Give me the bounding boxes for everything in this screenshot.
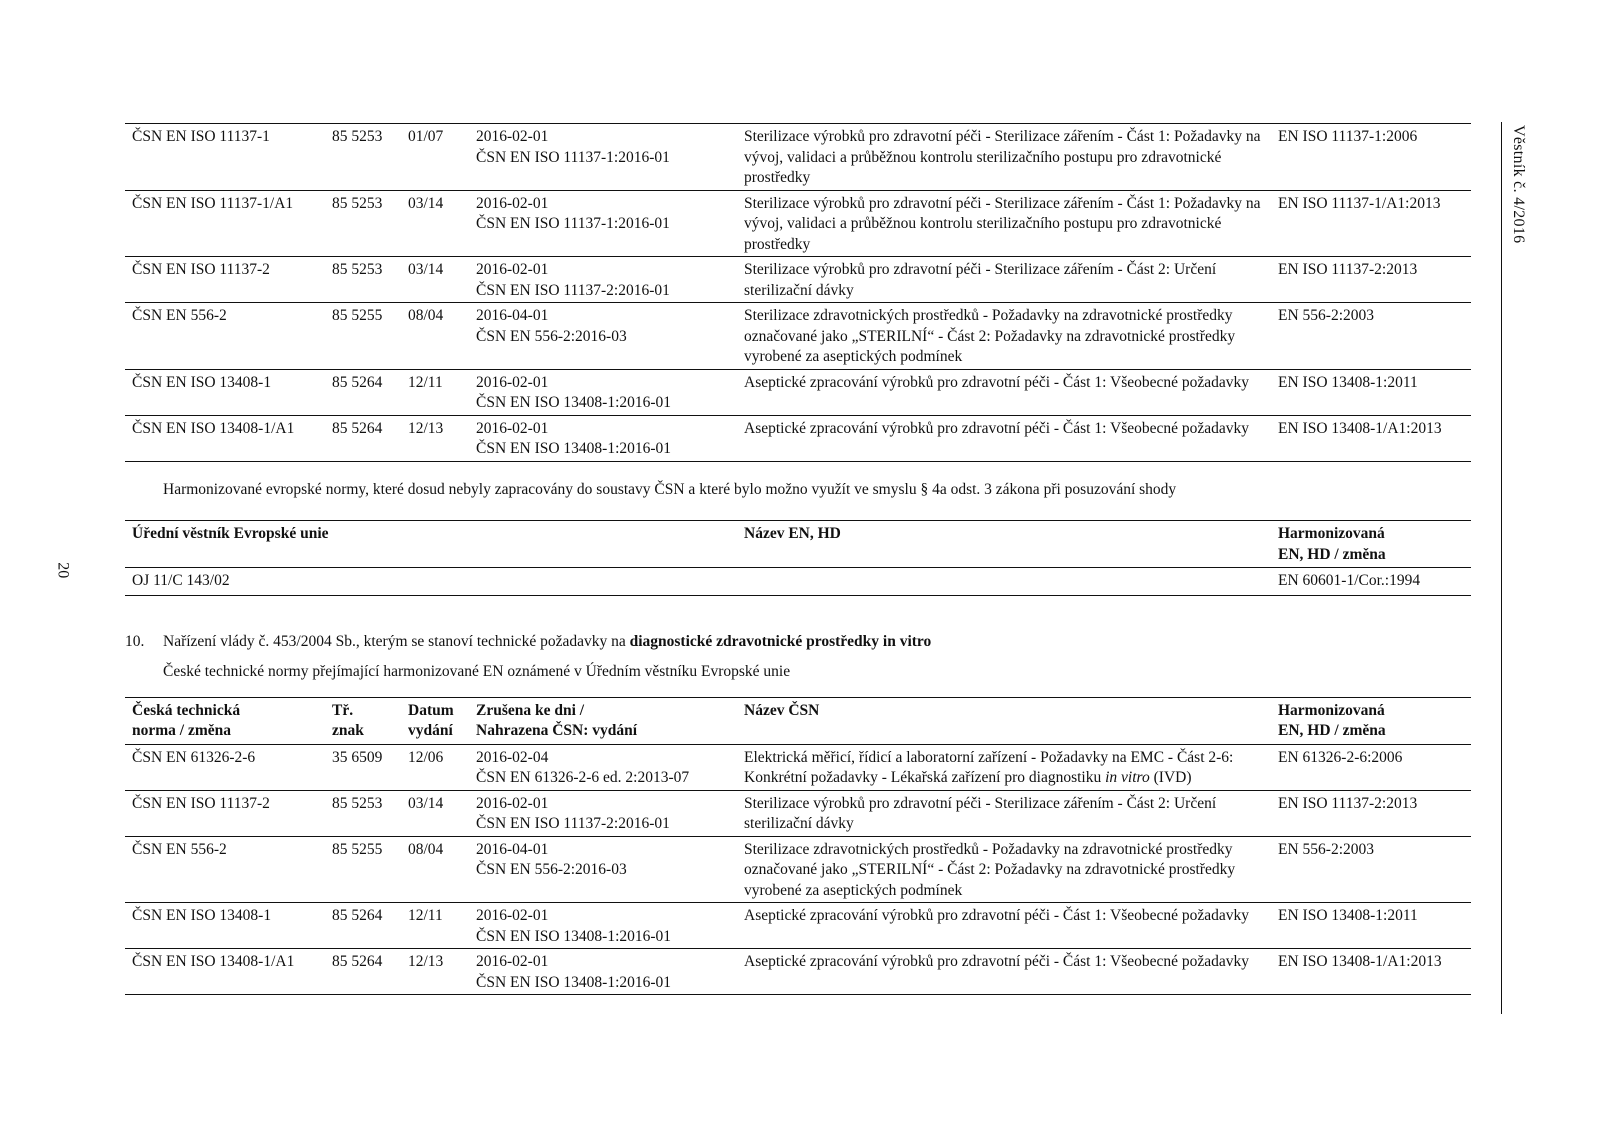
cell-nazev: Aseptické zpracování výrobků pro zdravotní péči - Část 1: Všeobecné požadavky bbox=[737, 415, 1271, 461]
side-rule bbox=[1501, 122, 1502, 1014]
cell-harm: EN ISO 11137-1:2006 bbox=[1278, 128, 1418, 145]
cell-harm: EN ISO 13408-1:2011 bbox=[1271, 369, 1471, 415]
cell-datum: 03/14 bbox=[401, 257, 469, 303]
table-row bbox=[125, 257, 1471, 303]
header-zrusena bbox=[469, 697, 737, 744]
header-znak-line2: znak bbox=[332, 722, 364, 739]
section-subtitle: České technické normy přejímající harmonizované EN oznámené v Úředním věstníku Evropské unie bbox=[163, 663, 791, 680]
cell-zrusena bbox=[469, 369, 737, 415]
cell-znak: 85 5253 bbox=[325, 190, 401, 257]
cell-znak: 85 5255 bbox=[325, 836, 401, 903]
page-number: 20 bbox=[54, 562, 72, 579]
cell-harm: EN ISO 11137-2:2013 bbox=[1271, 257, 1471, 303]
table-row bbox=[125, 744, 1471, 790]
oj-header-harm-line2: EN, HD / změna bbox=[1278, 545, 1386, 563]
cell-znak: 85 5264 bbox=[325, 369, 401, 415]
cell-zrusena-replaced: ČSN EN ISO 11137-1:2016-01 bbox=[476, 215, 670, 232]
norms-table-2-body bbox=[125, 744, 1471, 995]
cell-norm: ČSN EN ISO 11137-1/A1 bbox=[125, 190, 325, 257]
cell-zrusena-date: 2016-04-01 bbox=[476, 307, 549, 324]
cell-zrusena-date: 2016-02-01 bbox=[476, 373, 549, 391]
cell-datum: 08/04 bbox=[401, 836, 469, 903]
table-row bbox=[125, 124, 1471, 191]
table-row bbox=[125, 190, 1471, 257]
norms-table-2 bbox=[125, 697, 1471, 996]
header-norm-line1: Česká technická bbox=[132, 701, 241, 719]
table-row bbox=[125, 903, 1471, 949]
oj-cell-vestnik: OJ 11/C 143/02 bbox=[132, 572, 230, 589]
cell-zrusena bbox=[469, 124, 737, 191]
cell-zrusena-date: 2016-02-01 bbox=[476, 419, 549, 437]
cell-norm: ČSN EN 61326-2-6 bbox=[132, 748, 256, 766]
cell-zrusena bbox=[469, 790, 737, 836]
header-harm bbox=[1271, 697, 1471, 744]
oj-table bbox=[125, 520, 1471, 596]
cell-zrusena-replaced: ČSN EN ISO 13408-1:2016-01 bbox=[476, 440, 672, 457]
cell-harm: EN ISO 11137-1/A1:2013 bbox=[1271, 190, 1471, 257]
header-harm-line2: EN, HD / změna bbox=[1278, 722, 1386, 739]
cell-zrusena-date: 2016-02-01 bbox=[476, 194, 549, 212]
cell-norm: ČSN EN ISO 11137-1 bbox=[132, 128, 270, 145]
cell-nazev: Sterilizace zdravotnických prostředků - Požadavky na zdravotnické prostředky označované jako „STERILNÍ“ - Část 2: Požadavky na zdravotnické prostředky vyrobené za aseptických podmínek bbox=[737, 836, 1271, 903]
cell-zrusena-replaced: ČSN EN ISO 11137-2:2016-01 bbox=[476, 815, 670, 832]
cell-norm: ČSN EN 556-2 bbox=[125, 303, 325, 370]
cell-nazev: Aseptické zpracování výrobků pro zdravotní péči - Část 1: Všeobecné požadavky bbox=[737, 949, 1271, 995]
cell-datum: 03/14 bbox=[401, 790, 469, 836]
cell-datum: 12/13 bbox=[401, 949, 469, 995]
header-znak bbox=[325, 697, 401, 744]
table-row bbox=[125, 790, 1471, 836]
header-harm-line1: Harmonizovaná bbox=[1278, 701, 1385, 719]
harmonized-note: Harmonizované evropské normy, které dosud nebyly zapracovány do soustavy ČSN a které bylo možno využít ve smyslu § 4a odst. 3 zákona při posuzování shody bbox=[163, 480, 1177, 498]
cell-nazev: Sterilizace zdravotnických prostředků - Požadavky na zdravotnické prostředky označované jako „STERILNÍ“ - Část 2: Požadavky na zdravotnické prostředky vyrobené za aseptických podmínek bbox=[737, 303, 1271, 370]
cell-harm: EN ISO 13408-1/A1:2013 bbox=[1271, 949, 1471, 995]
cell-nazev-prefix: Elektrická měřicí, řídicí a laboratorní zařízení - Požadavky na EMC - Část 2-6: Konkrétní požadavky - Lékařská zařízení pro diagnostiku bbox=[744, 748, 1234, 786]
oj-header-harm-line1: Harmonizovaná bbox=[1278, 525, 1385, 542]
cell-datum: 12/06 bbox=[408, 748, 444, 766]
section-title-prefix: Nařízení vlády č. 453/2004 Sb., kterým se stanoví technické požadavky na bbox=[163, 632, 630, 650]
cell-harm: EN 556-2:2003 bbox=[1271, 836, 1471, 903]
oj-header-vestnik: Úřední věstník Evropské unie bbox=[125, 521, 737, 568]
cell-zrusena-date: 2016-02-01 bbox=[476, 794, 549, 812]
cell-zrusena bbox=[469, 903, 737, 949]
cell-znak: 85 5264 bbox=[325, 415, 401, 461]
cell-nazev: Sterilizace výrobků pro zdravotní péči - Sterilizace zářením - Část 1: Požadavky na vývoj, validaci a průběžnou kontrolu sterilizačního postupu pro zdravotnické prostředky bbox=[744, 128, 1261, 186]
oj-header-row bbox=[125, 521, 1471, 568]
cell-zrusena-replaced: ČSN EN ISO 13408-1:2016-01 bbox=[476, 394, 672, 411]
table-row bbox=[125, 949, 1471, 995]
table-row bbox=[125, 836, 1471, 903]
section-number: 10. bbox=[125, 632, 145, 650]
cell-zrusena-replaced: ČSN EN ISO 13408-1:2016-01 bbox=[476, 973, 672, 991]
cell-datum: 12/11 bbox=[401, 903, 469, 949]
cell-zrusena-date: 2016-02-01 bbox=[476, 128, 549, 145]
cell-nazev: Sterilizace výrobků pro zdravotní péči - Sterilizace zářením - Část 2: Určení sterilizační dávky bbox=[737, 257, 1271, 303]
section-10-heading bbox=[125, 632, 1471, 653]
cell-harm: EN 556-2:2003 bbox=[1271, 303, 1471, 370]
oj-header-harm bbox=[1271, 521, 1471, 568]
cell-zrusena-replaced: ČSN EN 61326-2-6 ed. 2:2013-07 bbox=[476, 769, 690, 786]
cell-zrusena-date: 2016-02-04 bbox=[476, 748, 549, 766]
oj-row bbox=[125, 568, 1471, 596]
oj-header-nazev: Název EN, HD bbox=[737, 521, 1271, 568]
cell-znak: 85 5253 bbox=[325, 257, 401, 303]
cell-znak: 35 6509 bbox=[332, 748, 383, 766]
cell-znak: 85 5253 bbox=[325, 790, 401, 836]
section-title-bold: diagnostické zdravotnické prostředky in vitro bbox=[629, 632, 932, 650]
cell-norm: ČSN EN ISO 13408-1 bbox=[125, 369, 325, 415]
cell-zrusena-replaced: ČSN EN ISO 11137-2:2016-01 bbox=[476, 281, 670, 299]
cell-norm: ČSN EN ISO 11137-2 bbox=[125, 790, 325, 836]
page-content bbox=[125, 123, 1471, 995]
cell-nazev-suffix: (IVD) bbox=[1149, 769, 1192, 786]
header-nazev: Název ČSN bbox=[737, 697, 1271, 744]
header-zrusena-line1: Zrušena ke dni / bbox=[476, 701, 585, 719]
cell-zrusena bbox=[469, 415, 737, 461]
oj-cell-nazev bbox=[737, 568, 1271, 596]
header-norm bbox=[125, 697, 325, 744]
cell-norm: ČSN EN ISO 13408-1 bbox=[125, 903, 325, 949]
cell-nazev: Sterilizace výrobků pro zdravotní péči - Sterilizace zářením - Část 2: Určení sterilizační dávky bbox=[737, 790, 1271, 836]
header-zrusena-line2: Nahrazena ČSN: vydání bbox=[476, 722, 638, 739]
cell-datum: 12/11 bbox=[401, 369, 469, 415]
cell-norm: ČSN EN ISO 11137-2 bbox=[125, 257, 325, 303]
cell-datum: 03/14 bbox=[401, 190, 469, 257]
cell-nazev-italic: in vitro bbox=[1105, 769, 1150, 786]
cell-harm: EN ISO 13408-1:2011 bbox=[1271, 903, 1471, 949]
table-row bbox=[125, 415, 1471, 461]
cell-datum: 08/04 bbox=[401, 303, 469, 370]
cell-harm: EN ISO 13408-1/A1:2013 bbox=[1271, 415, 1471, 461]
cell-norm: ČSN EN 556-2 bbox=[125, 836, 325, 903]
table-row bbox=[125, 369, 1471, 415]
cell-zrusena-date: 2016-02-01 bbox=[476, 907, 549, 924]
cell-zrusena-date: 2016-04-01 bbox=[476, 840, 549, 858]
cell-zrusena bbox=[469, 949, 737, 995]
cell-zrusena bbox=[469, 836, 737, 903]
cell-zrusena bbox=[469, 190, 737, 257]
header-znak-line1: Tř. bbox=[332, 701, 354, 719]
header-norm-line2: norma / změna bbox=[132, 722, 232, 739]
norms-table-1 bbox=[125, 123, 1471, 462]
header-datum-line2: vydání bbox=[408, 722, 453, 739]
cell-zrusena bbox=[469, 303, 737, 370]
oj-cell-harm: EN 60601-1/Cor.:1994 bbox=[1278, 572, 1421, 589]
header-datum-line1: Datum bbox=[408, 701, 454, 719]
cell-norm: ČSN EN ISO 13408-1/A1 bbox=[125, 415, 325, 461]
cell-nazev: Sterilizace výrobků pro zdravotní péči - Sterilizace zářením - Část 1: Požadavky na vývoj, validaci a průběžnou kontrolu sterilizačního postupu pro zdravotnické prostředky bbox=[737, 190, 1271, 257]
cell-znak: 85 5264 bbox=[325, 903, 401, 949]
norms-table-1-body bbox=[125, 124, 1471, 462]
cell-nazev: Aseptické zpracování výrobků pro zdravotní péči - Část 1: Všeobecné požadavky bbox=[737, 369, 1271, 415]
cell-harm: EN 61326-2-6:2006 bbox=[1278, 748, 1403, 766]
cell-norm: ČSN EN ISO 13408-1/A1 bbox=[125, 949, 325, 995]
cell-datum: 12/13 bbox=[401, 415, 469, 461]
cell-zrusena-replaced: ČSN EN ISO 13408-1:2016-01 bbox=[476, 927, 672, 945]
cell-znak: 85 5264 bbox=[325, 949, 401, 995]
cell-harm: EN ISO 11137-2:2013 bbox=[1271, 790, 1471, 836]
cell-nazev bbox=[737, 744, 1271, 790]
cell-datum: 01/07 bbox=[408, 128, 444, 145]
header-datum bbox=[401, 697, 469, 744]
cell-zrusena-date: 2016-02-01 bbox=[476, 953, 549, 970]
cell-znak: 85 5255 bbox=[325, 303, 401, 370]
cell-znak: 85 5253 bbox=[332, 128, 383, 145]
table-row bbox=[125, 303, 1471, 370]
cell-zrusena-replaced: ČSN EN ISO 11137-1:2016-01 bbox=[476, 148, 670, 166]
cell-zrusena bbox=[469, 744, 737, 790]
cell-nazev: Aseptické zpracování výrobků pro zdravotní péči - Část 1: Všeobecné požadavky bbox=[737, 903, 1271, 949]
cell-zrusena-replaced: ČSN EN 556-2:2016-03 bbox=[476, 861, 627, 878]
cell-zrusena-date: 2016-02-01 bbox=[476, 261, 549, 278]
cell-zrusena bbox=[469, 257, 737, 303]
table-2-header-row bbox=[125, 697, 1471, 744]
cell-zrusena-replaced: ČSN EN 556-2:2016-03 bbox=[476, 327, 627, 345]
running-header: Věstník č. 4/2016 bbox=[1510, 125, 1527, 244]
